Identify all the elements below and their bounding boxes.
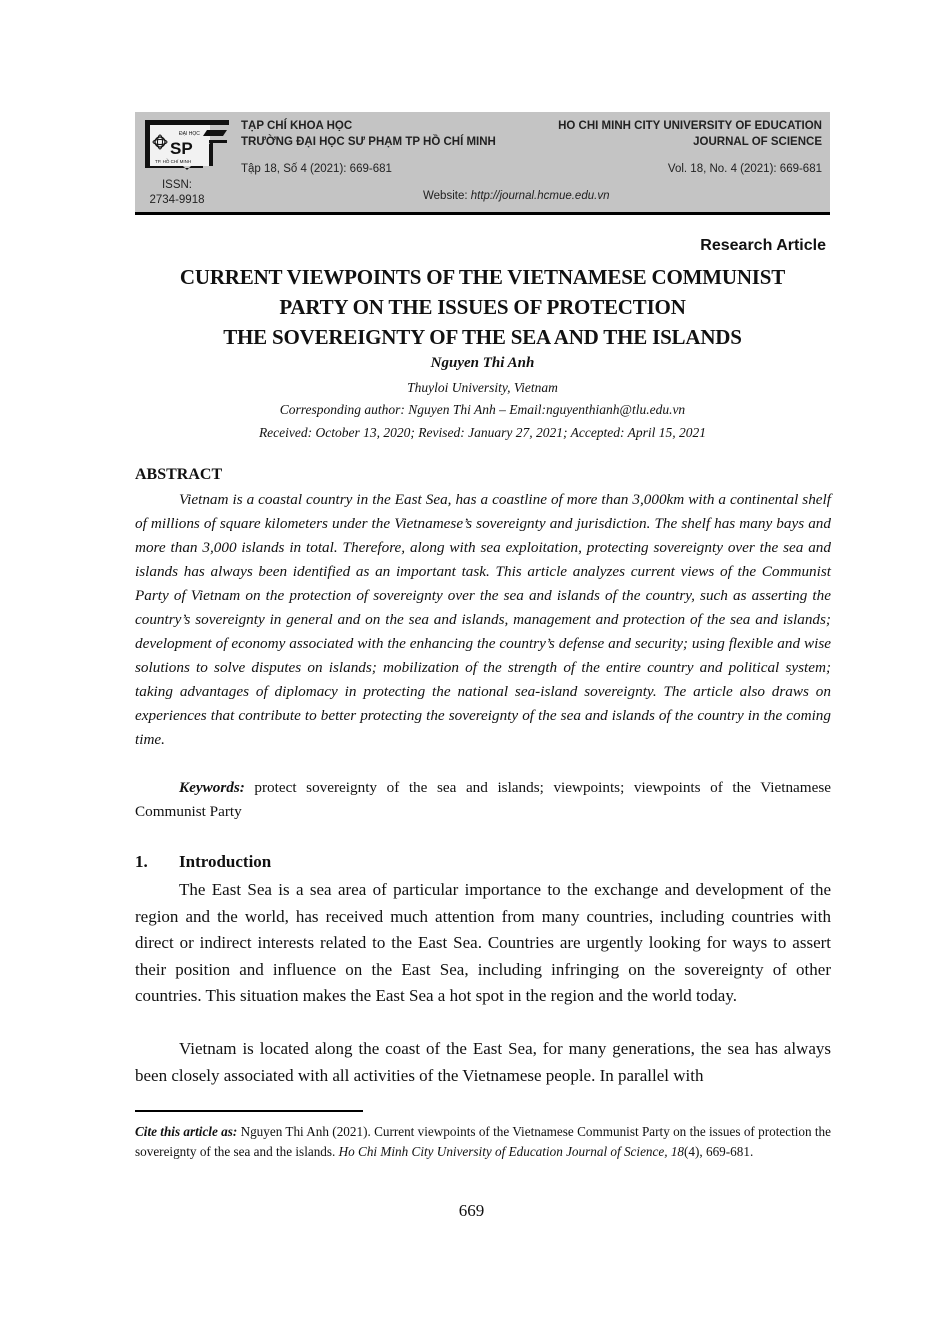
article-type: Research Article [700, 237, 826, 254]
volume-info-english: Vol. 18, No. 4 (2021): 669-681 [667, 163, 822, 175]
website-label: Website: [423, 190, 468, 202]
citation-footnote [135, 1122, 831, 1161]
university-logo-icon [143, 118, 231, 172]
issn-value: 2734-9918 [149, 194, 205, 206]
article-title [135, 262, 830, 352]
website-link[interactable]: http://journal.hcmue.edu.vn [470, 190, 610, 202]
citation-journal: Ho Chi Minh City University of Education Journal of Science, 18 [338, 1143, 685, 1159]
footnote-divider [135, 1110, 363, 1112]
volume-info-vietnamese: Tập 18, Số 4 (2021): 669-681 [241, 163, 392, 175]
journal-name-vn-line2: TRƯỜNG ĐẠI HỌC SƯ PHẠM TP HỒ CHÍ MINH [241, 136, 496, 148]
author-name: Nguyen Thi Anh [430, 355, 535, 371]
keywords [135, 776, 831, 824]
svg-text:SP: SP [170, 139, 193, 158]
issn [135, 178, 219, 208]
submission-dates: Received: October 13, 2020; Revised: January 27, 2021; Accepted: April 15, 2021 [258, 425, 707, 440]
journal-header [135, 112, 830, 215]
svg-text:ĐẠI HỌC: ĐẠI HỌC [179, 131, 200, 137]
website [423, 190, 609, 202]
introduction-paragraph: Vietnam is located along the coast of the East Sea, for many generations, the sea has always been closely associated with all activities of the Vietnamese people. In parallel with [135, 1039, 831, 1085]
author-affiliation: Thuyloi University, Vietnam [407, 380, 558, 395]
page-number: 669 [458, 1201, 485, 1220]
keywords-text: protect sovereignty of the sea and islands; viewpoints; viewpoints of the Vietnamese Communist Party [135, 779, 831, 820]
corresponding-author: Corresponding author: Nguyen Thi Anh – Email:nguyenthianh@tlu.edu.vn [279, 402, 686, 417]
title-line: PARTY ON THE ISSUES OF PROTECTION [279, 295, 686, 319]
citation-issue: (4), 669-681. [684, 1143, 754, 1159]
citation-label: Cite this article as: [135, 1124, 238, 1139]
title-line: CURRENT VIEWPOINTS OF THE VIETNAMESE COMMUNIST [179, 265, 786, 289]
journal-name-en-line2: JOURNAL OF SCIENCE [693, 136, 822, 148]
introduction-paragraph: The East Sea is a sea area of particular importance to the exchange and development of the region and the world, has received much attention from many countries, including countries with direct or indirect interests related to the East Sea. Countries are urgently looking for ways to assert their position and influence on the East Sea, including infringing on the sovereignty of other countries. This situation makes the East Sea a hot spot in the region and the world today. [135, 880, 831, 1005]
journal-name-vietnamese [241, 118, 496, 150]
citation-text: Nguyen Thi Anh (2021). Current viewpoints of the Vietnamese Communist Party on the issues of protection the sovereignty of the sea and the islands. [135, 1124, 832, 1159]
keywords-label: Keywords: [179, 779, 245, 796]
section-number: 1. [135, 852, 148, 871]
journal-name-vn-line1: TẠP CHÍ KHOA HỌC [241, 120, 353, 132]
title-line: THE SOVEREIGNTY OF THE SEA AND THE ISLANDS [223, 325, 742, 349]
section-heading-introduction [135, 852, 271, 872]
abstract-heading: ABSTRACT [135, 466, 223, 483]
journal-name-english [558, 118, 822, 150]
svg-text:TP. HỒ CHÍ MINH: TP. HỒ CHÍ MINH [155, 159, 192, 164]
issn-label: ISSN: [161, 179, 193, 191]
journal-name-en-line1: HO CHI MINH CITY UNIVERSITY OF EDUCATION [558, 120, 822, 132]
section-title: Introduction [179, 852, 272, 871]
abstract-body: Vietnam is a coastal country in the East Sea, has a coastline of more than 3,000km with a continental shelf of millions of square kilometers under the Vietnamese’s sovereignty and jurisdiction. The shelf has many bays and more than 3,000 islands in total. Therefore, along with sea exploitation, protecting sovereignty over the sea and islands has always been identified as an important task. This article analyzes current views of the Communist Party of Vietnam on the protection of sovereignty over the sea and islands of the country, such as asserting the country’s sovereignty in general and on the sea and islands, management and protection of the sea and islands; development of economy associated with the enhancing the country’s defense and security; using flexible and wise solutions to solve disputes on islands; mobilization of the strength of the entire country and political system; taking advantages of diplomacy in protecting the national sea-island sovereignty. The article also draws on experiences that contribute to better protecting the sovereignty of the sea and islands of the country in the coming time. [135, 491, 831, 748]
